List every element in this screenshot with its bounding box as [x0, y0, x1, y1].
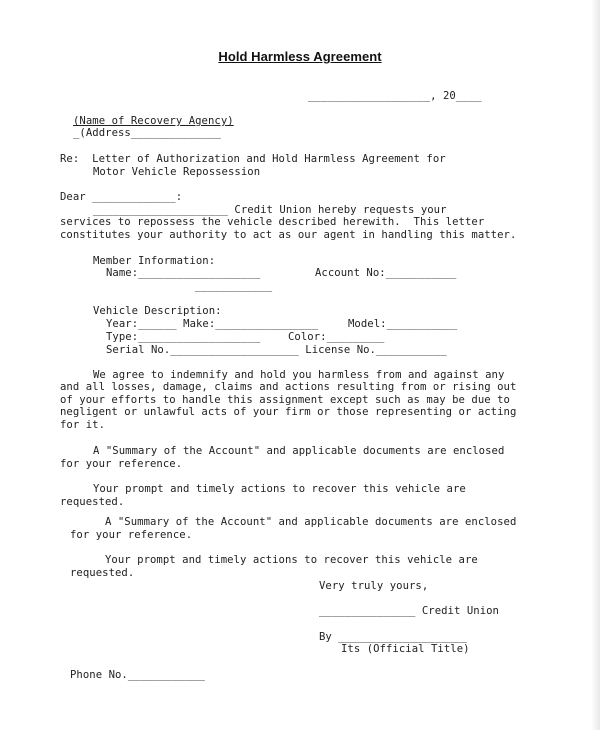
vehicle-model-field: Model:___________	[348, 318, 458, 330]
signature-by: By ____________________	[319, 631, 467, 643]
agency-name: (Name of Recovery Agency)	[73, 115, 234, 127]
salutation: Dear _____________:	[60, 191, 183, 203]
re-line: Re: Letter of Authorization and Hold Harmless Agreement for	[60, 153, 446, 165]
indemnify-paragraph: and all losses, damage, claims and actions resulting from or rising out	[60, 381, 517, 393]
member-account-field: Account No:___________	[315, 267, 457, 279]
vehicle-color-field: Color:_________	[288, 331, 385, 343]
date-line: ___________________, 20____	[308, 90, 482, 102]
member-name-continuation: ____________	[195, 280, 273, 292]
vehicle-type-field: Type:___________________	[106, 331, 261, 343]
member-info-header: Member Information:	[93, 255, 216, 267]
summary-paragraph: for your reference.	[70, 529, 193, 541]
prompt-paragraph: requested.	[60, 496, 125, 508]
summary-paragraph: A "Summary of the Account" and applicable documents are enclosed	[93, 445, 505, 457]
vehicle-serial-license-field: Serial No.____________________ License No.___________	[106, 344, 447, 356]
prompt-paragraph: Your prompt and timely actions to recover this vehicle are	[105, 554, 478, 566]
summary-paragraph: for your reference.	[60, 458, 183, 470]
signature-official-title: Its (Official Title)	[341, 643, 470, 655]
summary-paragraph: A "Summary of the Account" and applicable documents are enclosed	[105, 516, 517, 528]
indemnify-paragraph: for it.	[60, 419, 105, 431]
vehicle-description-header: Vehicle Description:	[93, 305, 222, 317]
phone-field: Phone No.____________	[70, 669, 205, 681]
vehicle-year-make-field: Year:______ Make:________________	[106, 318, 319, 330]
prompt-paragraph: Your prompt and timely actions to recover this vehicle are	[93, 483, 466, 495]
document-title: Hold Harmless Agreement	[218, 49, 382, 64]
indemnify-paragraph: of your efforts to handle this assignment except such as may be due to	[60, 394, 510, 406]
signature-credit-union: _______________ Credit Union	[319, 605, 499, 617]
prompt-paragraph: requested.	[70, 567, 135, 579]
closing: Very truly yours,	[319, 580, 429, 592]
indemnify-paragraph: negligent or unlawful acts of your firm or those representing or acting	[60, 406, 517, 418]
agency-address: _(Address______________	[73, 127, 221, 139]
intro-text: services to repossess the vehicle described herewith. This letter	[60, 216, 485, 228]
intro-text: _____________________ Credit Union hereby requests your	[93, 204, 447, 216]
indemnify-paragraph: We agree to indemnify and hold you harmless from and against any	[93, 369, 505, 381]
intro-text: constitutes your authority to act as our agent in handling this matter.	[60, 229, 517, 241]
re-line: Motor Vehicle Repossession	[93, 166, 261, 178]
member-name-field: Name:___________________	[106, 267, 261, 279]
